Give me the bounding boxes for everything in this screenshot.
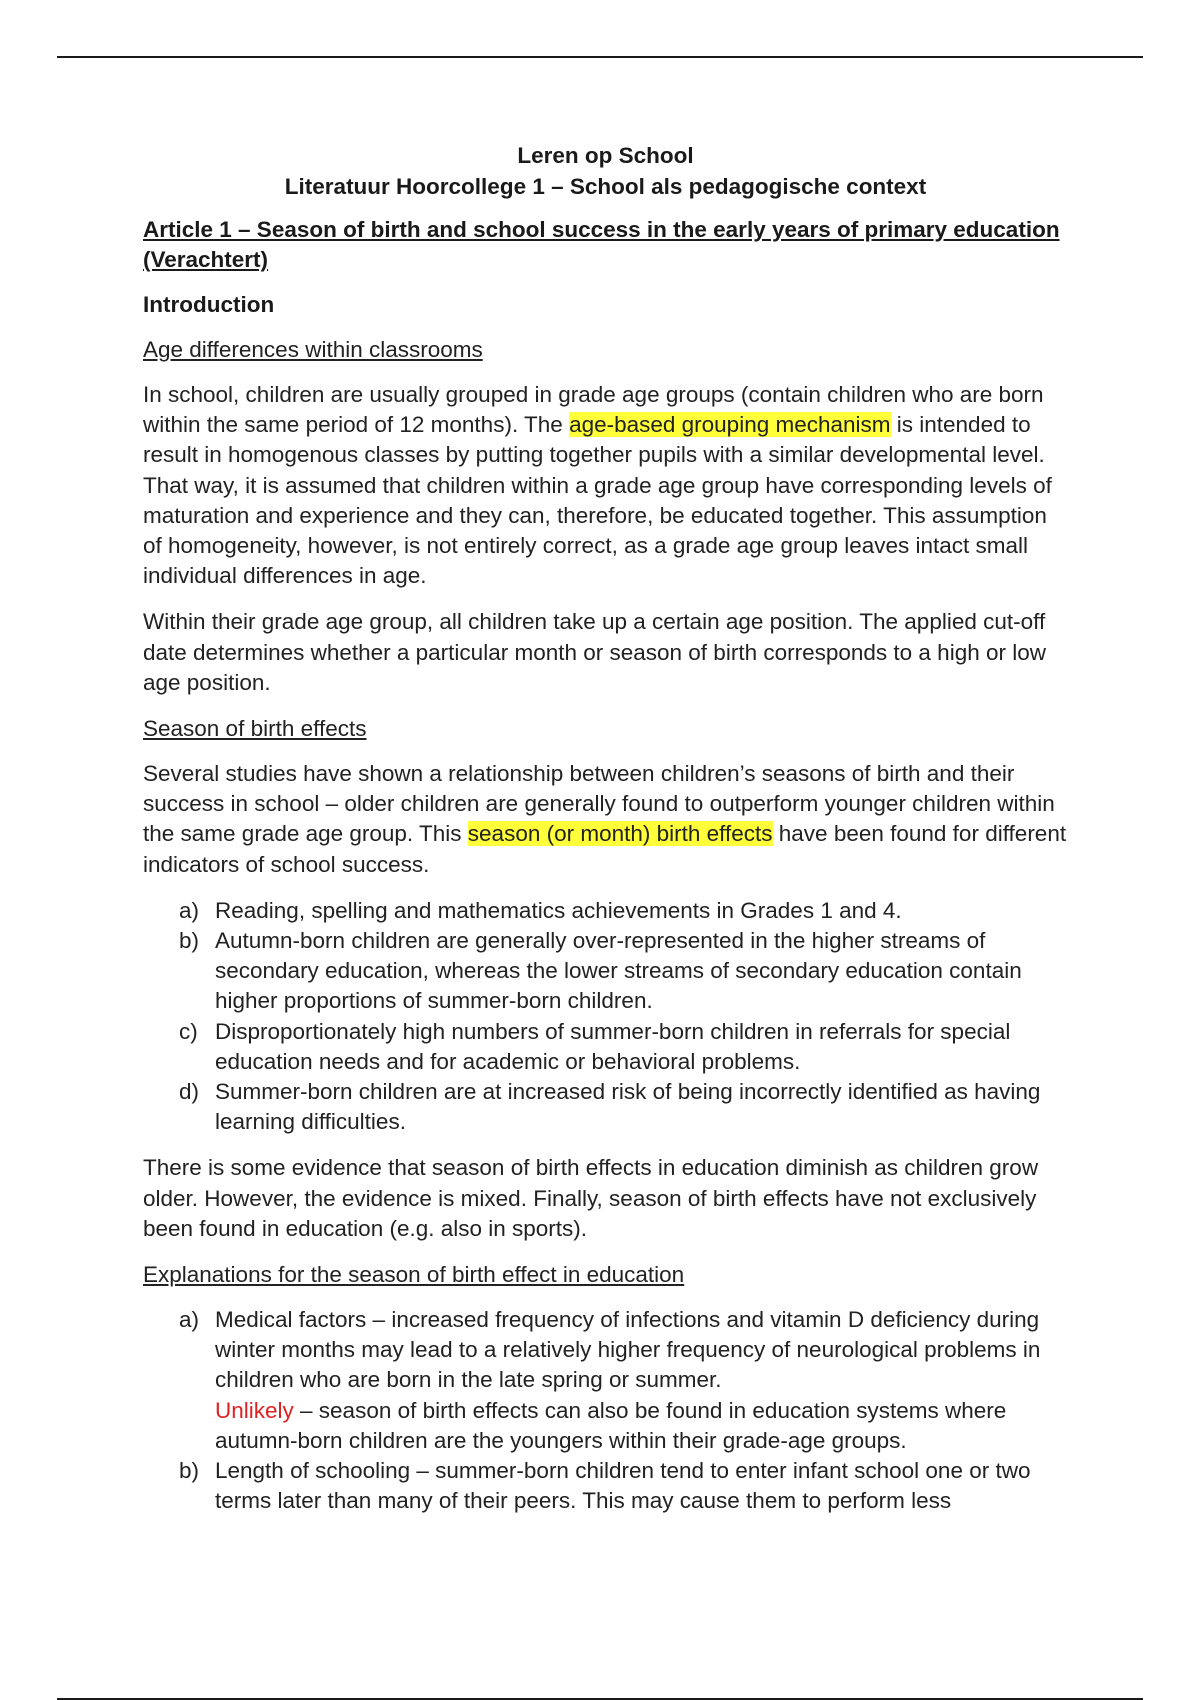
list-marker: a)	[179, 1307, 200, 1333]
text-segment: Several studies have shown a relationship between children’s seasons of birth and their success in school – older children are generally found to outperform younger children within the same grade age group. This	[143, 761, 1055, 847]
explanations-list	[143, 1305, 1068, 1516]
list-marker: d)	[179, 1079, 200, 1105]
list-item	[179, 1077, 1068, 1137]
introduction-heading: Introduction	[143, 292, 275, 317]
season-effects-paragraph-1	[143, 759, 1068, 880]
season-effects-paragraph-2: There is some evidence that season of birth effects in education diminish as children grow older. However, the evidence is mixed. Finally, season of birth effects have not exclusively been found in education (e.g. also in sports).	[143, 1155, 1039, 1241]
list-item-text: Medical factors – increased frequency of infections and vitamin D deficiency during winter months may lead to a relatively higher frequency of neurological problems in children who are born in the late spring or summer.	[215, 1307, 1041, 1393]
list-item	[179, 896, 1068, 926]
text-segment: have been found for different indicators of school success.	[143, 821, 1067, 877]
season-effects-heading: Season of birth effects	[143, 716, 367, 742]
highlighted-text: age-based grouping mechanism	[569, 412, 891, 438]
list-item-note	[215, 1396, 1068, 1456]
list-item	[179, 1456, 1068, 1516]
age-differences-heading: Age differences within classrooms	[143, 337, 483, 362]
list-marker: c)	[179, 1018, 198, 1044]
list-marker: b)	[179, 1458, 200, 1484]
list-item	[179, 1017, 1068, 1077]
note-text: – season of birth effects can also be found in education systems where autumn-born children are the youngers within their grade-age groups.	[215, 1397, 1007, 1453]
article-title: Article 1 – Season of birth and school success in the early years of primary education (Verachtert)	[143, 217, 1060, 272]
list-item-text: Autumn-born children are generally over-represented in the higher streams of secondary education, whereas the lower streams of secondary education contain higher proportions of summer-born children.	[215, 928, 1022, 1014]
list-item-text: Summer-born children are at increased risk of being incorrectly identified as having learning difficulties.	[215, 1079, 1041, 1135]
list-item	[179, 1305, 1068, 1456]
explanations-heading: Explanations for the season of birth effect in education	[143, 1262, 685, 1288]
unlikely-label: Unlikely	[215, 1397, 294, 1423]
age-differences-paragraph-1	[143, 380, 1068, 591]
document-subtitle: Literatuur Hoorcollege 1 – School als pedagogische context	[284, 174, 927, 199]
document-page	[143, 140, 1068, 1533]
list-item-text: Disproportionately high numbers of summer-born children in referrals for special education needs and for academic or behavioral problems.	[215, 1018, 1011, 1074]
list-item-text: Reading, spelling and mathematics achievements in Grades 1 and 4.	[215, 897, 902, 923]
text-segment: is intended to result in homogenous classes by putting together pupils with a similar developmental level. That way, it is assumed that children within a grade age group have corresponding levels of maturation and experience and they can, therefore, be educated together. This assumption of homogeneity, however, is not entirely correct, as a grade age group leaves intact small individual differences in age.	[143, 412, 1052, 589]
highlighted-text: season (or month) birth effects	[467, 821, 773, 847]
season-effects-list	[143, 896, 1068, 1138]
list-item	[179, 926, 1068, 1017]
list-marker: b)	[179, 928, 200, 954]
top-rule	[57, 56, 1143, 58]
text-segment: In school, children are usually grouped in grade age groups (contain children who are born within the same period of 12 months). The	[143, 382, 1044, 438]
document-title: Leren op School	[517, 143, 694, 168]
list-item-text: Length of schooling – summer-born children tend to enter infant school one or two terms later than many of their peers. This may cause them to perform less	[215, 1458, 1031, 1514]
list-marker: a)	[179, 897, 200, 923]
age-differences-paragraph-2: Within their grade age group, all children take up a certain age position. The applied cut-off date determines whether a particular month or season of birth corresponds to a high or low age position.	[143, 609, 1046, 695]
